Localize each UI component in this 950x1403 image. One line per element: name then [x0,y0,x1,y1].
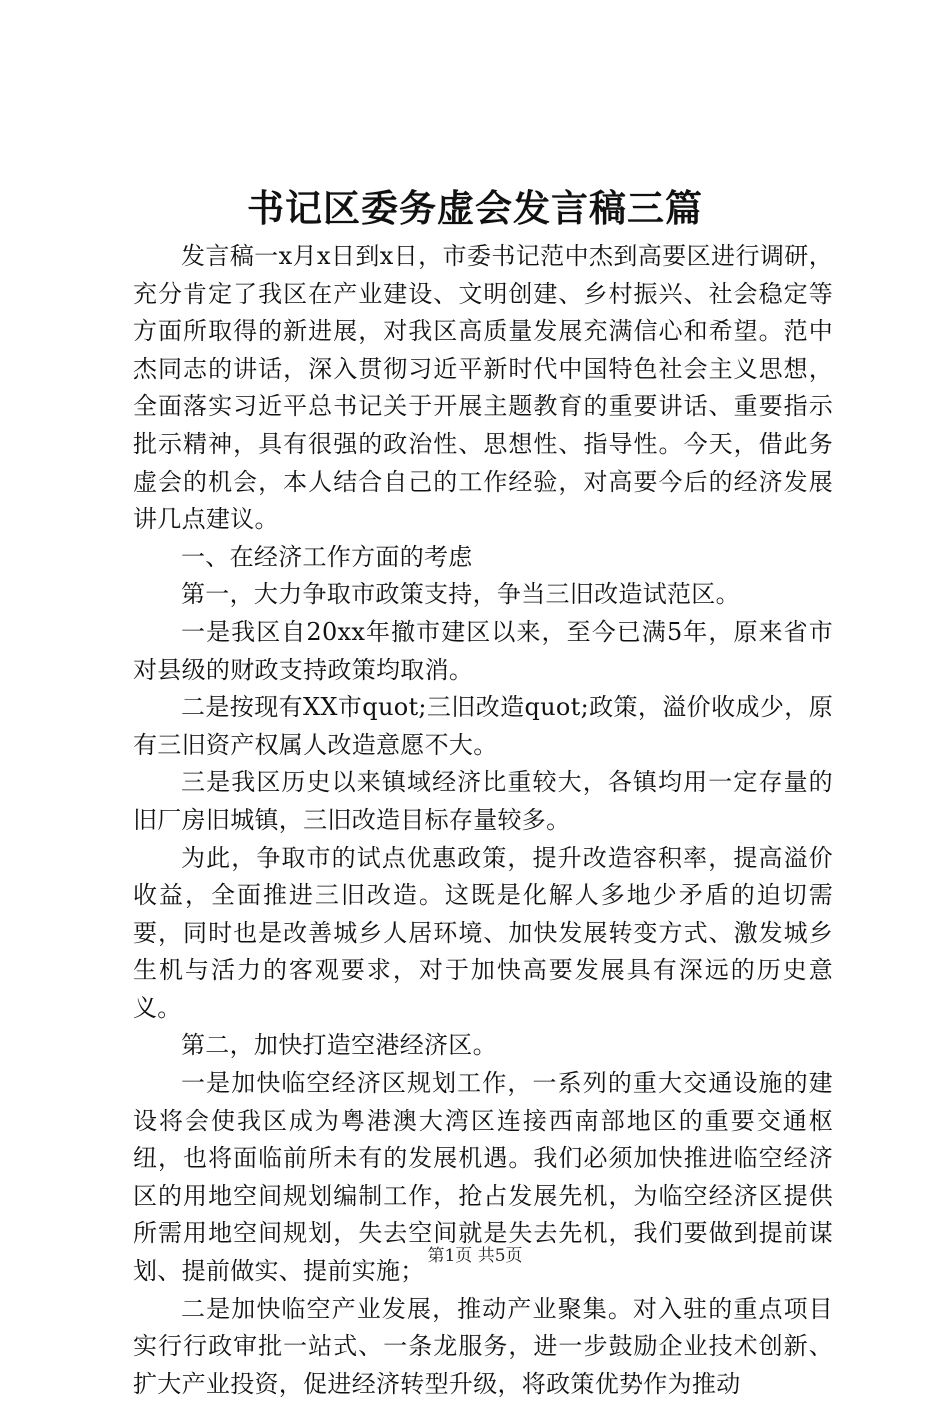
paragraph: 发言稿一x月x日到x日，市委书记范中杰到高要区进行调研，充分肯定了我区在产业建设、文明创建、乡村振兴、社会稳定等方面所取得的新进展，对我区高质量发展充满信心和希望。范中杰同志的讲话，深入贯彻习近平新时代中国特色社会主义思想，全面落实习近平总书记关于开展主题教育的重要讲话、重要指示批示精神，具有很强的政治性、思想性、指导性。今天，借此务虚会的机会，本人结合自己的工作经验，对高要今后的经济发展讲几点建议。 [133,242,833,534]
paragraph: 一是加快临空经济区规划工作，一系列的重大交通设施的建设将会使我区成为粤港澳大湾区连接西南部地区的重要交通枢纽，也将面临前所未有的发展机遇。我们必须加快推进临空经济区的用地空间规划编制工作，抢占发展先机，为临空经济区提供所需用地空间规划，失去空间就是失去先机，我们要做到提前谋划、提前做实、提前实施； [133,1069,833,1286]
paragraph: 二是按现有XX市quot;三旧改造quot;政策，溢价收成少，原有三旧资产权属人改造意愿不大。 [133,693,833,759]
section-heading: 一、在经济工作方面的考虑 [181,542,473,571]
subsection-heading: 第二，加快打造空港经济区。 [181,1031,497,1060]
document-title: 书记区委务虚会发言稿三篇 [247,186,703,230]
subsection-heading: 第一，大力争取市政策支持，争当三旧改造试范区。 [181,580,740,609]
paragraph: 一是我区自20xx年撤市建区以来，至今已满5年，原来省市对县级的财政支持政策均取消。 [133,617,833,684]
paragraph: 三是我区历史以来镇域经济比重较大，各镇均用一定存量的旧厂房旧城镇，三旧改造目标存量较多。 [133,768,833,834]
document-body [133,238,833,1403]
page-number: 第1页 共5页 [427,1246,523,1266]
paragraph: 为此，争取市的试点优惠政策，提升改造容积率，提高溢价收益，全面推进三旧改造。这既是化解人多地少矛盾的迫切需要，同时也是改善城乡人居环境、加快发展转变方式、激发城乡生机与活力的客观要求，对于加快高要发展具有深远的历史意义。 [133,843,833,1022]
paragraph: 二是加快临空产业发展，推动产业聚集。对入驻的重点项目实行行政审批一站式、一条龙服务，进一步鼓励企业技术创新、扩大产业投资，促进经济转型升级，将政策优势作为推动 [133,1294,833,1398]
